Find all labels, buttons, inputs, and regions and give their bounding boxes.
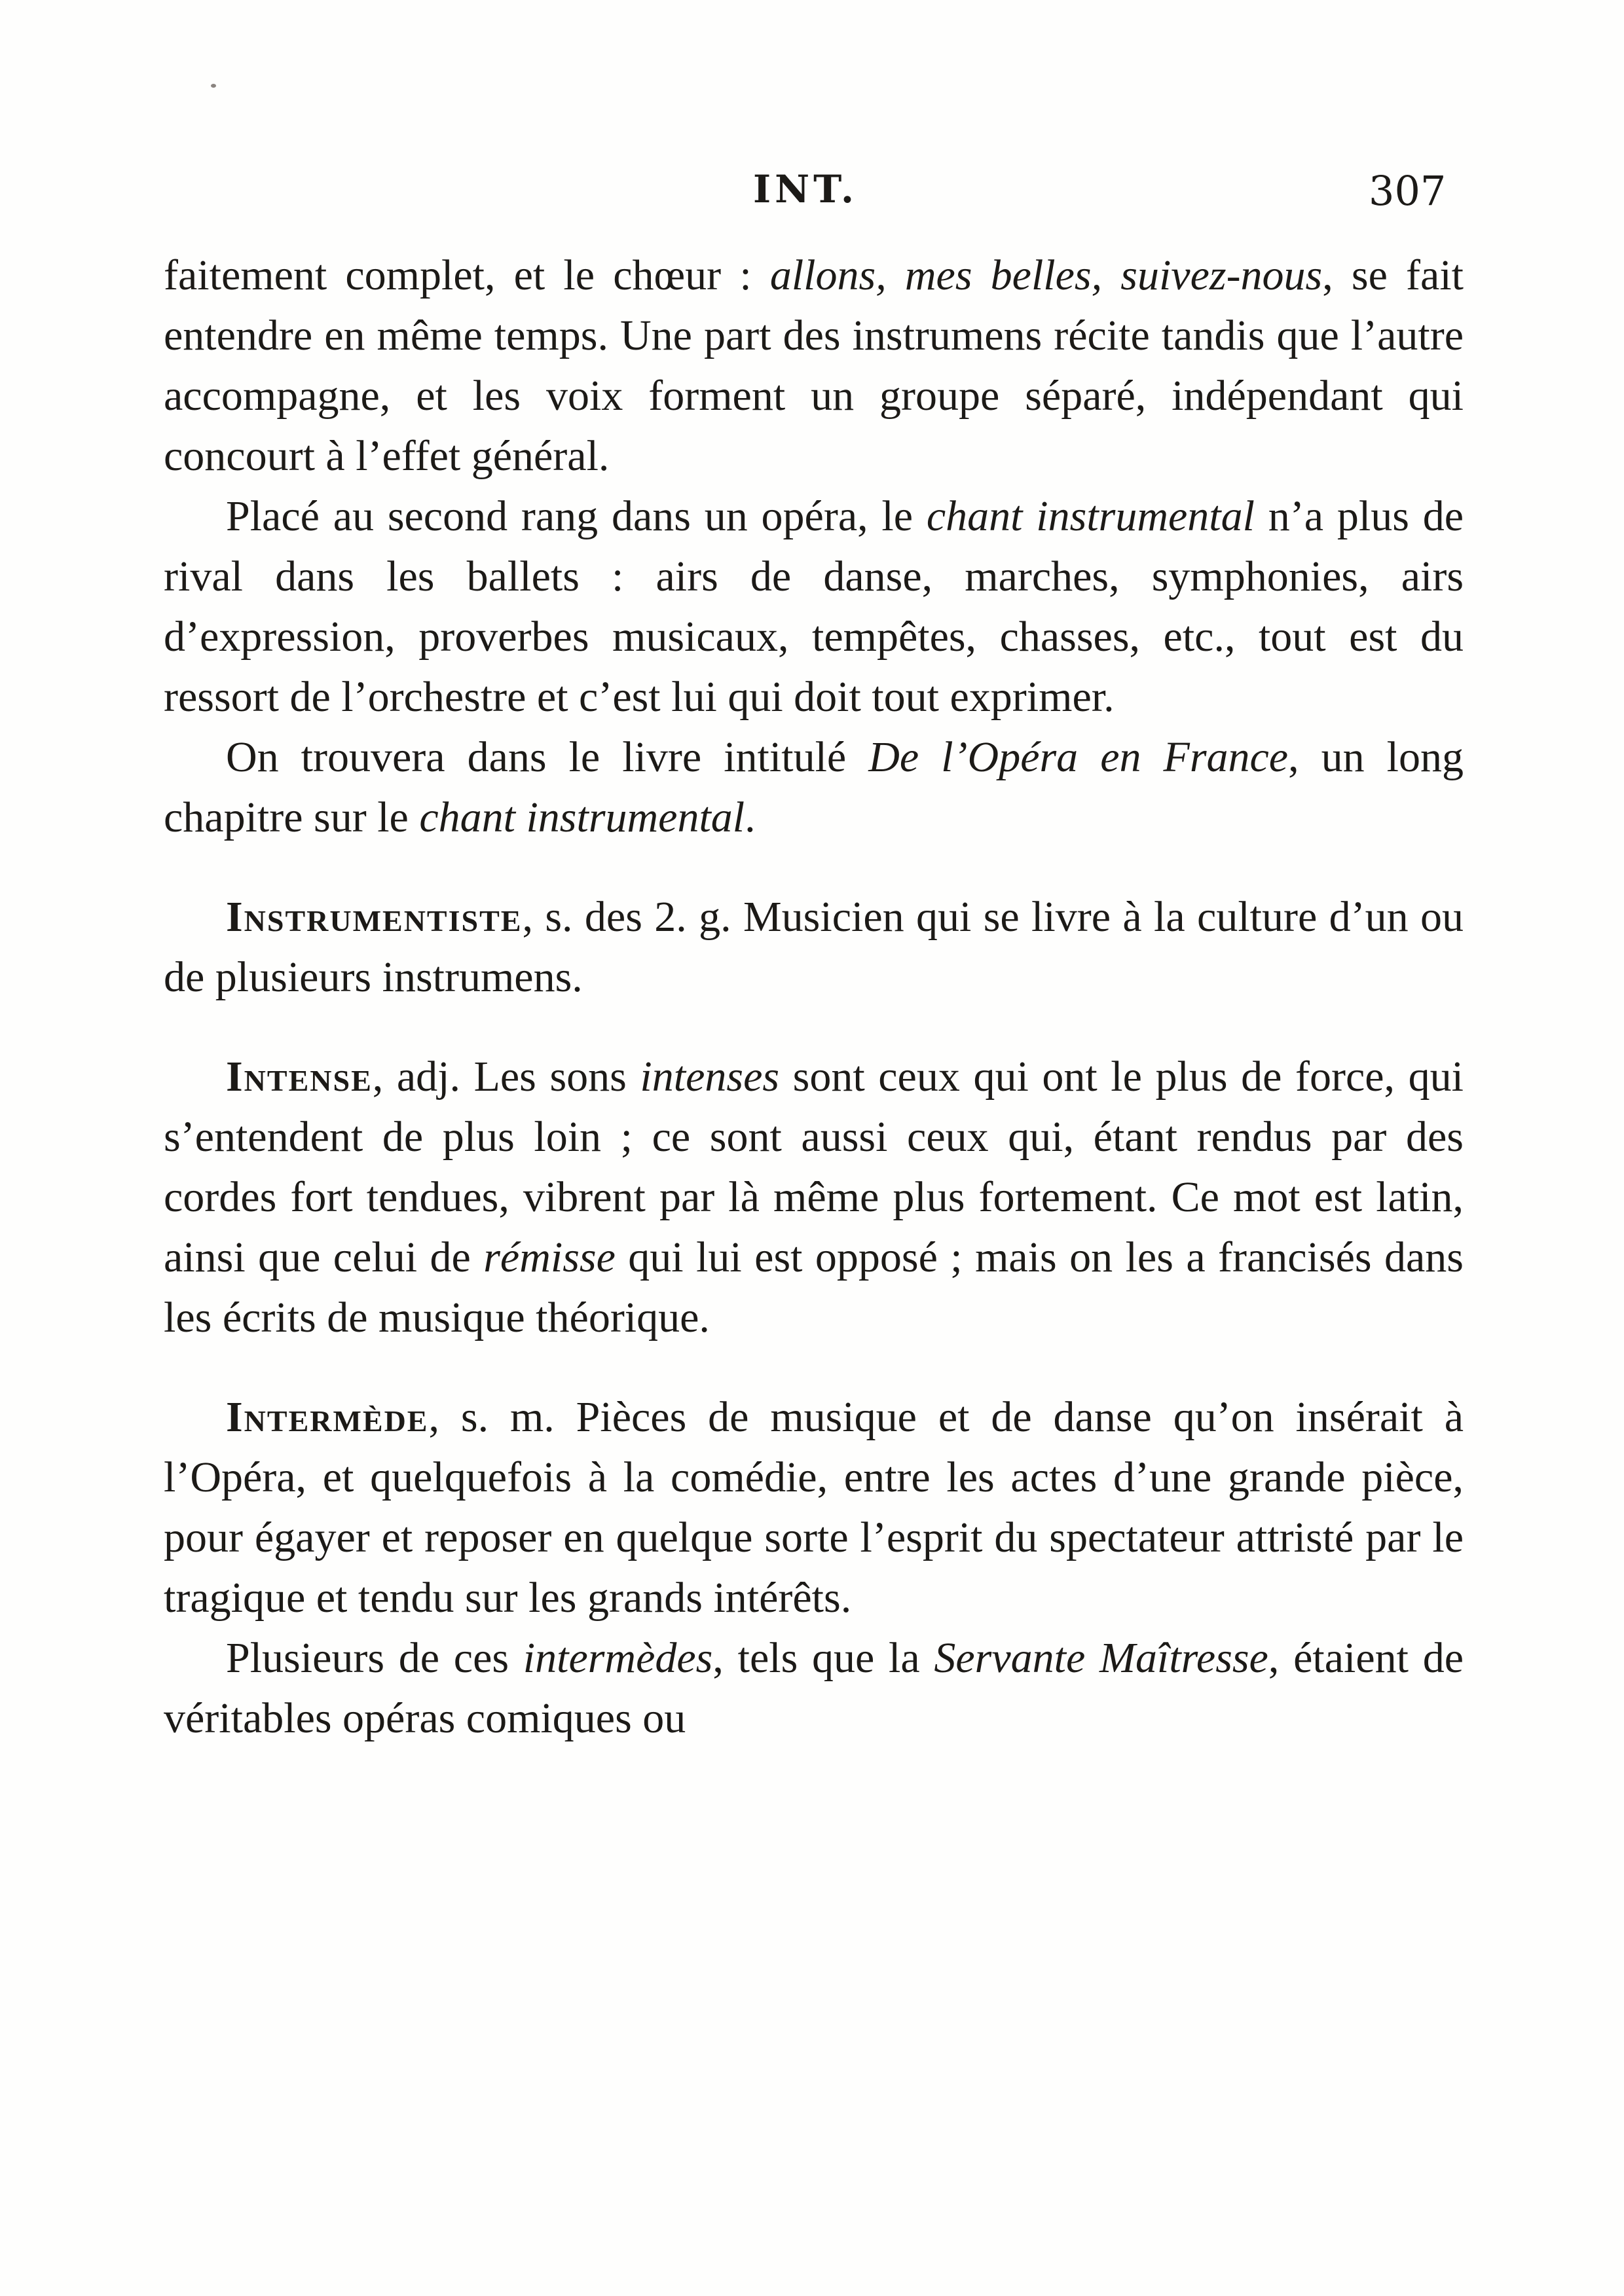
paragraph-reference	[164, 727, 1464, 848]
paragraph-intermedes	[164, 1628, 1464, 1749]
paragraph-continuation	[164, 246, 1464, 486]
page-number: 307	[1369, 167, 1447, 215]
italic-run: De l’Opéra en France	[868, 733, 1289, 781]
text-run: qui lui est opposé ; mais on les a francisés dans les écrits de musique théorique.	[164, 1233, 1464, 1341]
entry-instrumentiste	[164, 887, 1464, 1008]
paper-speck	[211, 84, 216, 88]
italic-run: intenses	[640, 1053, 780, 1101]
text-run: sont ceux qui ont le plus de force, qui s’entendent de plus loin ; ce sont aussi ceux qui, étant rendus par des cordes fort tendues, vibrent par là même plus fortement. Ce mot est latin, ainsi que celui de	[164, 1053, 1464, 1281]
headword: Instrumentiste	[226, 893, 523, 941]
entry-intense	[164, 1047, 1464, 1348]
text-run: , un long chapitre sur le	[164, 733, 1464, 841]
text-run: , s. des 2. g. Musicien qui se livre à la culture d’un ou de plusieurs instrumens.	[164, 893, 1464, 1001]
text-run: , se fait entendre en même temps. Une part des instrumens récite tandis que l’autre accompagne, et les voix forment un groupe séparé, indépendant qui concourt à l’effet général.	[164, 251, 1464, 480]
headword: Intense	[226, 1053, 373, 1101]
text-body	[164, 246, 1464, 1749]
italic-run: chant instrumental	[419, 793, 745, 841]
italic-run: intermèdes	[523, 1634, 713, 1682]
text-run: , adj. Les sons	[372, 1053, 640, 1101]
headword: Intermède	[226, 1393, 429, 1441]
italic-run: chant instrumental	[926, 492, 1255, 540]
text-run: n’a plus de rival dans les ballets : airs de danse, marches, symphonies, airs d’expression, proverbes musicaux, tempêtes, chasses, etc., tout est du ressort de l’orchestre et c’est lui qui doit tout exprimer.	[164, 492, 1464, 721]
italic-run: rémisse	[483, 1233, 616, 1281]
entry-intermede	[164, 1387, 1464, 1628]
text-run: , étaient de véritables opéras comiques ou	[164, 1634, 1464, 1742]
running-head	[0, 167, 1624, 219]
running-head-title: INT.	[753, 167, 858, 211]
text-run: .	[745, 793, 756, 841]
text-run: , s. m. Pièces de musique et de danse qu’on insérait à l’Opéra, et quelquefois à la comédie, entre les actes d’une grande pièce, pour égayer et reposer en quelque sorte l’esprit du spectateur attristé par le tragique et tendu sur les grands intérêts.	[164, 1393, 1464, 1622]
italic-run: allons, mes belles, suivez-nous	[769, 251, 1323, 299]
italic-run: Servante Maîtresse	[934, 1634, 1268, 1682]
text-run: Plusieurs de ces	[226, 1634, 523, 1682]
text-run: On trouvera dans le livre intitulé	[226, 733, 869, 781]
text-run: , tels que la	[712, 1634, 934, 1682]
text-run: Placé au second rang dans un opéra, le	[226, 492, 927, 540]
paragraph-chant-instrumental	[164, 486, 1464, 727]
text-run: faitement complet, et le chœur :	[164, 251, 770, 299]
